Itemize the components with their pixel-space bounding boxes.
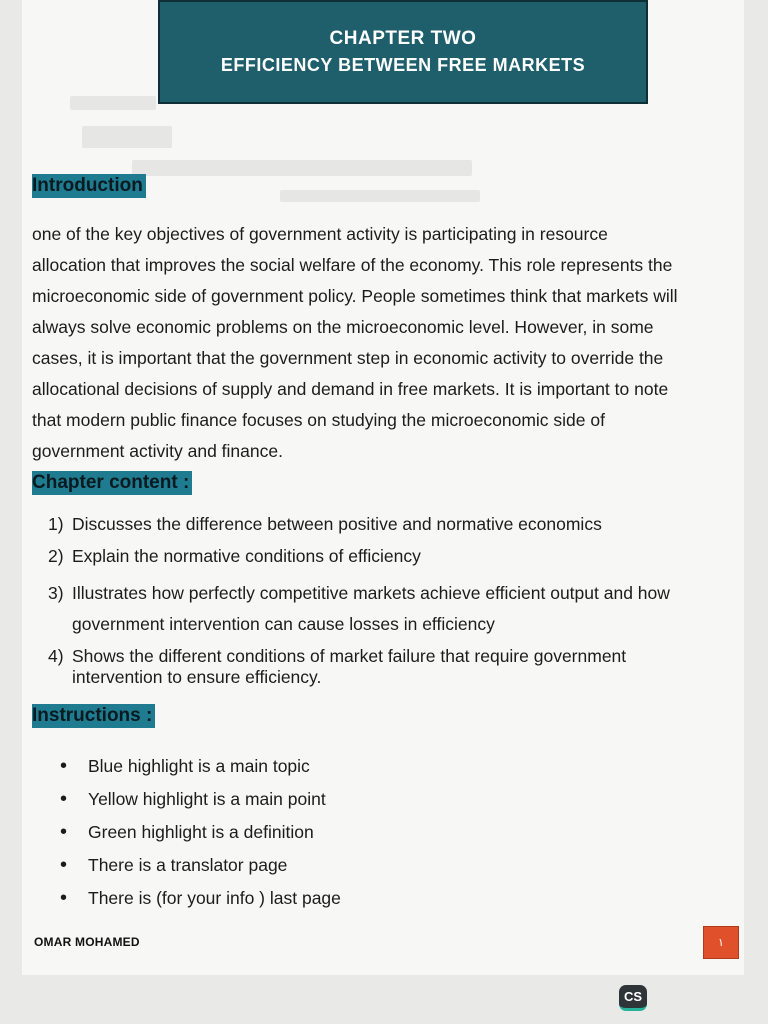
show-through — [82, 126, 172, 148]
bullet-icon: • — [60, 755, 68, 777]
intro-line: allocation that improves the social welfare of the economy. This role represents the — [32, 255, 673, 275]
list-text: Discusses the difference between positive and normative economics — [72, 514, 602, 534]
chapter-content-list — [48, 514, 738, 688]
list-item — [60, 849, 341, 882]
list-number: 3) — [48, 583, 64, 603]
list-text: Blue highlight is a main topic — [88, 756, 310, 776]
instructions-heading: Instructions : — [32, 704, 155, 728]
bullet-icon: • — [60, 887, 68, 909]
instructions-list — [60, 750, 341, 915]
intro-paragraph — [32, 219, 732, 467]
bullet-icon: • — [60, 788, 68, 810]
list-item — [48, 646, 738, 688]
list-text: Explain the normative conditions of efficiency — [72, 546, 421, 566]
intro-line: allocational decisions of supply and demand in free markets. It is important to note — [32, 379, 669, 399]
show-through — [70, 96, 156, 110]
list-item — [60, 750, 341, 783]
list-number: 1) — [48, 514, 64, 534]
intro-line: cases, it is important that the government step in economic activity to override the — [32, 348, 664, 368]
list-item — [60, 816, 341, 849]
intro-line: that modern public finance focuses on studying the microeconomic side of — [32, 410, 605, 430]
list-text: Illustrates how perfectly competitive markets achieve efficient output and how government intervention can cause losses in efficiency — [72, 583, 670, 634]
camscanner-logo-icon: CS — [619, 985, 647, 1011]
list-item — [60, 783, 341, 816]
chapter-title: EFFICIENCY BETWEEN FREE MARKETS — [220, 55, 586, 75]
list-item — [48, 578, 738, 640]
list-text: Shows the different conditions of market failure that require government intervention to ensure efficiency. — [72, 646, 627, 687]
list-text: Green highlight is a definition — [88, 822, 314, 842]
show-through — [280, 190, 480, 202]
intro-heading: Introduction — [32, 174, 146, 198]
list-text: Yellow highlight is a main point — [88, 789, 326, 809]
page-number-badge: ١ — [703, 926, 739, 959]
list-text: There is a translator page — [88, 855, 288, 875]
intro-line: microeconomic side of government policy. People sometimes think that markets will — [32, 286, 678, 306]
list-item — [48, 546, 738, 578]
list-text: There is (for your info ) last page — [88, 888, 341, 908]
author-name: OMAR MOHAMED — [34, 935, 140, 949]
chapter-number: CHAPTER TWO — [329, 28, 477, 49]
bullet-icon: • — [60, 854, 68, 876]
list-number: 4) — [48, 646, 64, 666]
show-through — [132, 160, 472, 176]
list-item — [60, 882, 341, 915]
chapter-header — [158, 0, 648, 104]
bullet-icon: • — [60, 821, 68, 843]
intro-line: government activity and finance. — [32, 441, 283, 461]
content-heading: Chapter content : — [32, 471, 192, 495]
intro-line: always solve economic problems on the microeconomic level. However, in some — [32, 317, 654, 337]
list-number: 2) — [48, 546, 64, 566]
list-item — [48, 514, 738, 546]
intro-line: one of the key objectives of government activity is participating in resource — [32, 224, 608, 244]
